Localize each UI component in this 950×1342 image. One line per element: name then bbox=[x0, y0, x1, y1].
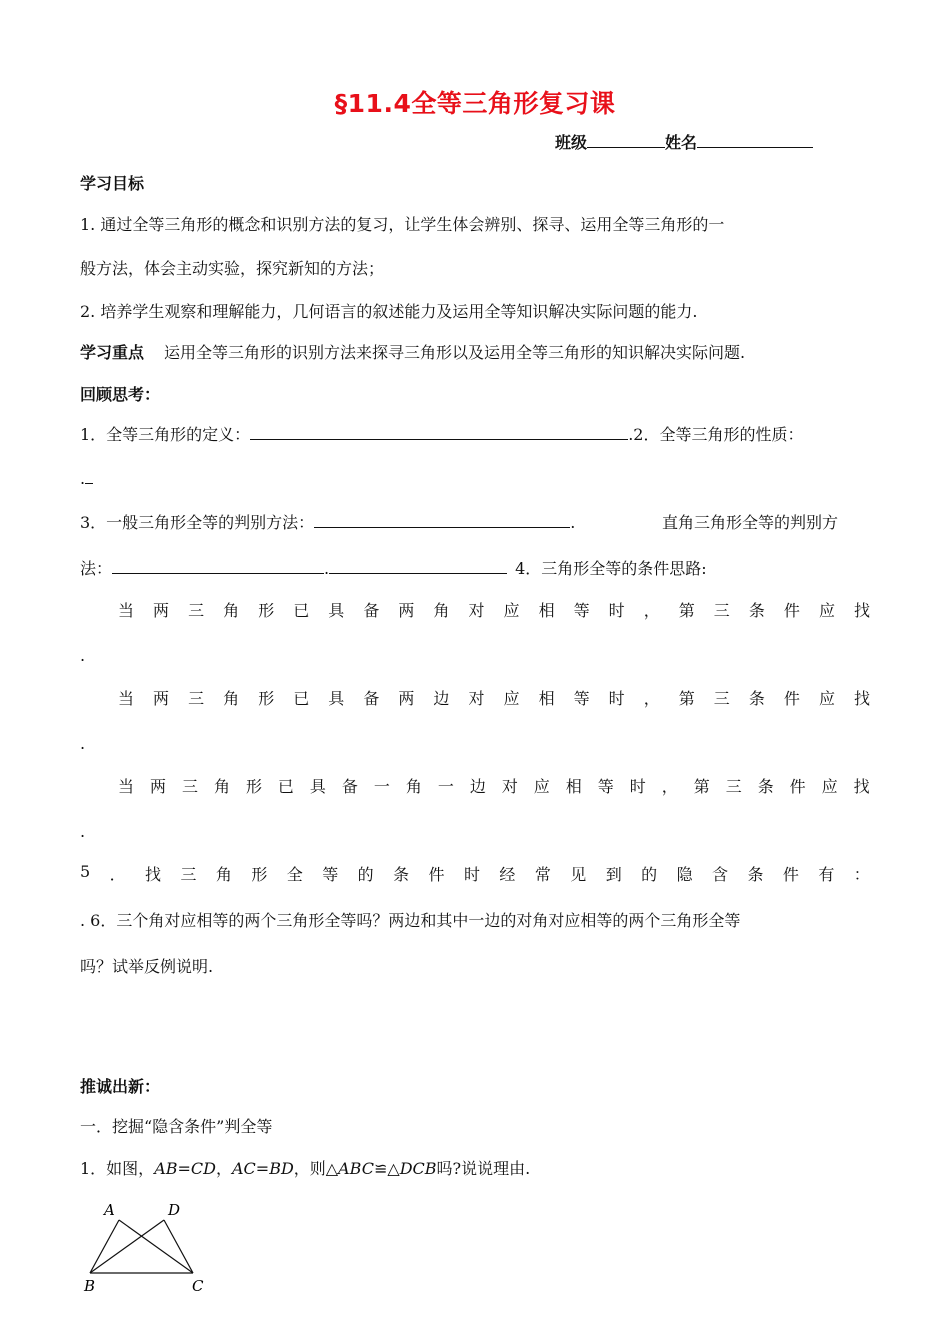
condition-1-char: 应 bbox=[818, 601, 835, 620]
problem-1-congruent: ≌△ bbox=[373, 1159, 400, 1178]
condition-2-char: ， bbox=[643, 689, 660, 708]
problem-1 bbox=[80, 1156, 530, 1179]
condition-1-char: 时 bbox=[608, 601, 625, 620]
q1-cont-dot: . bbox=[80, 469, 86, 488]
q5-char: 角 bbox=[215, 865, 232, 884]
condition-3-char: 第 bbox=[693, 777, 710, 796]
q1-continuation bbox=[80, 468, 93, 488]
condition-2-char: 件 bbox=[783, 689, 800, 708]
condition-2-char: 备 bbox=[363, 689, 380, 708]
q3-l2-sep: . bbox=[324, 559, 330, 578]
review-heading: 回顾思考： bbox=[80, 385, 161, 404]
label-b: B bbox=[84, 1277, 96, 1295]
condition-3-char: 形 bbox=[245, 777, 262, 796]
q5-char: 的 bbox=[641, 865, 658, 884]
condition-3-dot: . bbox=[80, 822, 86, 841]
condition-2-char: 三 bbox=[713, 689, 730, 708]
review-q3-line2 bbox=[80, 556, 707, 579]
condition-3-char: 当 bbox=[118, 777, 135, 796]
q5-char: 找 bbox=[145, 865, 162, 884]
q5-char: 含 bbox=[712, 865, 729, 884]
q3-after: . bbox=[570, 513, 576, 532]
condition-1-char: 应 bbox=[503, 601, 520, 620]
condition-3-char: 三 bbox=[725, 777, 742, 796]
q5-char: 条 bbox=[393, 865, 410, 884]
condition-1-char: 件 bbox=[783, 601, 800, 620]
problem-1-prefix: 1．如图， bbox=[80, 1159, 155, 1178]
segment-ac bbox=[119, 1220, 193, 1273]
condition-3-char: 对 bbox=[501, 777, 518, 796]
objective-2: 2. 培养学生观察和理解能力，几何语言的叙述能力及运用全等知识解决实际问题的能力. bbox=[80, 302, 698, 321]
segment-db bbox=[90, 1220, 164, 1273]
triangle-figure bbox=[78, 1196, 218, 1296]
segment-ab bbox=[90, 1220, 119, 1273]
class-name-fields bbox=[555, 130, 813, 153]
page-title: §11.4全等三角形复习课 bbox=[334, 89, 616, 118]
condition-1-char: 角 bbox=[223, 601, 240, 620]
objective-1-line1: 1. 通过全等三角形的概念和识别方法的复习，让学生体会辨别、探寻、运用全等三角形的一 bbox=[80, 215, 725, 234]
part-1-heading: 一．挖掘“隐含条件”判全等 bbox=[80, 1117, 273, 1136]
condition-2-dot: . bbox=[80, 734, 86, 753]
q5-char: 形 bbox=[251, 865, 268, 884]
class-blank bbox=[587, 132, 665, 148]
problem-1-eq2: AC=BD bbox=[232, 1159, 294, 1178]
q5-char: 到 bbox=[605, 865, 622, 884]
condition-2-char: 等 bbox=[573, 689, 590, 708]
q5-char: 件 bbox=[428, 865, 445, 884]
condition-2-char: 三 bbox=[188, 689, 205, 708]
review-q6-line1: . 6．三个角对应相等的两个三角形全等吗？两边和其中一边的对角对应相等的两个三角形全等 bbox=[80, 911, 741, 930]
key-point-label: 学习重点 bbox=[80, 343, 145, 362]
q5-char: 经 bbox=[499, 865, 516, 884]
condition-3-char: 一 bbox=[437, 777, 454, 796]
objective-1-line2: 般方法，体会主动实验，探究新知的方法； bbox=[80, 259, 385, 278]
condition-1-char: 三 bbox=[713, 601, 730, 620]
condition-1-char: 找 bbox=[853, 601, 870, 620]
q2-property-blank bbox=[85, 468, 93, 484]
class-label: 班级 bbox=[555, 133, 588, 152]
q1-definition-blank bbox=[250, 424, 628, 440]
key-point-text: 运用全等三角形的识别方法来探寻三角形以及运用全等三角形的知识解决实际问题. bbox=[164, 343, 746, 362]
problem-1-comma1: ， bbox=[215, 1159, 232, 1178]
q5-char: 见 bbox=[570, 865, 587, 884]
condition-3-char: 备 bbox=[341, 777, 358, 796]
label-d: D bbox=[168, 1201, 181, 1219]
condition-1-char: 三 bbox=[188, 601, 205, 620]
condition-2-char: 边 bbox=[433, 689, 450, 708]
condition-1-char: 备 bbox=[363, 601, 380, 620]
condition-2-char: 两 bbox=[398, 689, 415, 708]
condition-2-char: 已 bbox=[293, 689, 310, 708]
condition-3-line bbox=[118, 774, 870, 797]
q5-char: 有 bbox=[818, 865, 835, 884]
name-blank bbox=[697, 132, 813, 148]
condition-2-char: 时 bbox=[608, 689, 625, 708]
condition-2-char: 应 bbox=[503, 689, 520, 708]
condition-2-char: 对 bbox=[468, 689, 485, 708]
condition-3-char: 等 bbox=[597, 777, 614, 796]
condition-2-char: 条 bbox=[748, 689, 765, 708]
q5-char: 时 bbox=[463, 865, 480, 884]
condition-3-char: 件 bbox=[789, 777, 806, 796]
new-section-heading: 推诚出新： bbox=[80, 1077, 161, 1096]
condition-2-char: 相 bbox=[538, 689, 555, 708]
condition-2-char: 找 bbox=[853, 689, 870, 708]
q5-char: 隐 bbox=[676, 865, 693, 884]
condition-3-char: ， bbox=[661, 777, 678, 796]
q5-char: 全 bbox=[286, 865, 303, 884]
condition-1-char: 相 bbox=[538, 601, 555, 620]
condition-3-char: 边 bbox=[469, 777, 486, 796]
problem-1-question: 吗?说说理由. bbox=[436, 1159, 531, 1178]
condition-1-char: 等 bbox=[573, 601, 590, 620]
condition-1-char: 条 bbox=[748, 601, 765, 620]
condition-3-char: 具 bbox=[309, 777, 326, 796]
problem-1-then: ，则△ bbox=[293, 1159, 339, 1178]
condition-2-char: 形 bbox=[258, 689, 275, 708]
q5-char: 条 bbox=[747, 865, 764, 884]
condition-3-char: 已 bbox=[277, 777, 294, 796]
condition-3-char: 相 bbox=[565, 777, 582, 796]
q3-right-text: 直角三角形全等的判别方 bbox=[662, 513, 839, 532]
q1-after: .2．全等三角形的性质： bbox=[628, 425, 804, 444]
condition-1-char: 形 bbox=[258, 601, 275, 620]
problem-1-tri1: ABC bbox=[338, 1159, 374, 1178]
condition-1-char: 当 bbox=[118, 601, 135, 620]
condition-1-char: ， bbox=[643, 601, 660, 620]
condition-1-char: 对 bbox=[468, 601, 485, 620]
label-a: A bbox=[104, 1201, 115, 1219]
condition-1-char: 两 bbox=[153, 601, 170, 620]
condition-1-dot: . bbox=[80, 646, 86, 665]
condition-2-char: 当 bbox=[118, 689, 135, 708]
condition-1-char: 两 bbox=[398, 601, 415, 620]
condition-3-char: 应 bbox=[821, 777, 838, 796]
condition-3-char: 条 bbox=[757, 777, 774, 796]
review-q6-line2: 吗？试举反例说明. bbox=[80, 957, 214, 976]
condition-3-char: 时 bbox=[629, 777, 646, 796]
condition-3-char: 角 bbox=[405, 777, 422, 796]
label-c: C bbox=[192, 1277, 204, 1295]
condition-1-char: 第 bbox=[678, 601, 695, 620]
condition-2-char: 两 bbox=[153, 689, 170, 708]
condition-2-char: 第 bbox=[678, 689, 695, 708]
review-q1 bbox=[80, 422, 803, 445]
condition-3-char: 角 bbox=[213, 777, 230, 796]
problem-1-eq1: AB=CD bbox=[154, 1159, 216, 1178]
q3-right-blank-1 bbox=[112, 558, 324, 574]
q5-char: ． bbox=[109, 865, 126, 884]
q5-char: 件 bbox=[782, 865, 799, 884]
q5-char: 5 bbox=[80, 862, 91, 881]
condition-1-char: 具 bbox=[328, 601, 345, 620]
condition-2-line bbox=[118, 686, 870, 709]
condition-2-char: 具 bbox=[328, 689, 345, 708]
name-label: 姓名 bbox=[665, 133, 698, 152]
condition-3-char: 一 bbox=[373, 777, 390, 796]
q5-char: 等 bbox=[322, 865, 339, 884]
q3-l2-prefix: 法： bbox=[80, 559, 113, 578]
key-point bbox=[80, 340, 745, 363]
condition-3-char: 两 bbox=[149, 777, 166, 796]
q4-text: 4．三角形全等的条件思路: bbox=[515, 559, 707, 578]
review-q3 bbox=[80, 510, 575, 533]
objectives-heading: 学习目标 bbox=[80, 174, 145, 193]
segment-dc bbox=[164, 1220, 193, 1273]
condition-3-char: 应 bbox=[533, 777, 550, 796]
q5-char: ： bbox=[853, 865, 870, 884]
q3-right-blank-2 bbox=[329, 558, 507, 574]
condition-1-char: 角 bbox=[433, 601, 450, 620]
q5-char: 三 bbox=[180, 865, 197, 884]
condition-2-char: 角 bbox=[223, 689, 240, 708]
q1-prefix: 1．全等三角形的定义： bbox=[80, 425, 251, 444]
condition-1-line bbox=[118, 598, 870, 621]
q3-prefix: 3．一般三角形全等的判别方法： bbox=[80, 513, 315, 532]
condition-1-char: 已 bbox=[293, 601, 310, 620]
problem-1-tri2: DCB bbox=[399, 1159, 437, 1178]
condition-3-char: 三 bbox=[181, 777, 198, 796]
condition-2-char: 应 bbox=[818, 689, 835, 708]
q5-char: 常 bbox=[534, 865, 551, 884]
review-q5 bbox=[80, 862, 870, 885]
condition-3-char: 找 bbox=[853, 777, 870, 796]
q3-general-blank bbox=[314, 512, 570, 528]
q5-char: 的 bbox=[357, 865, 374, 884]
